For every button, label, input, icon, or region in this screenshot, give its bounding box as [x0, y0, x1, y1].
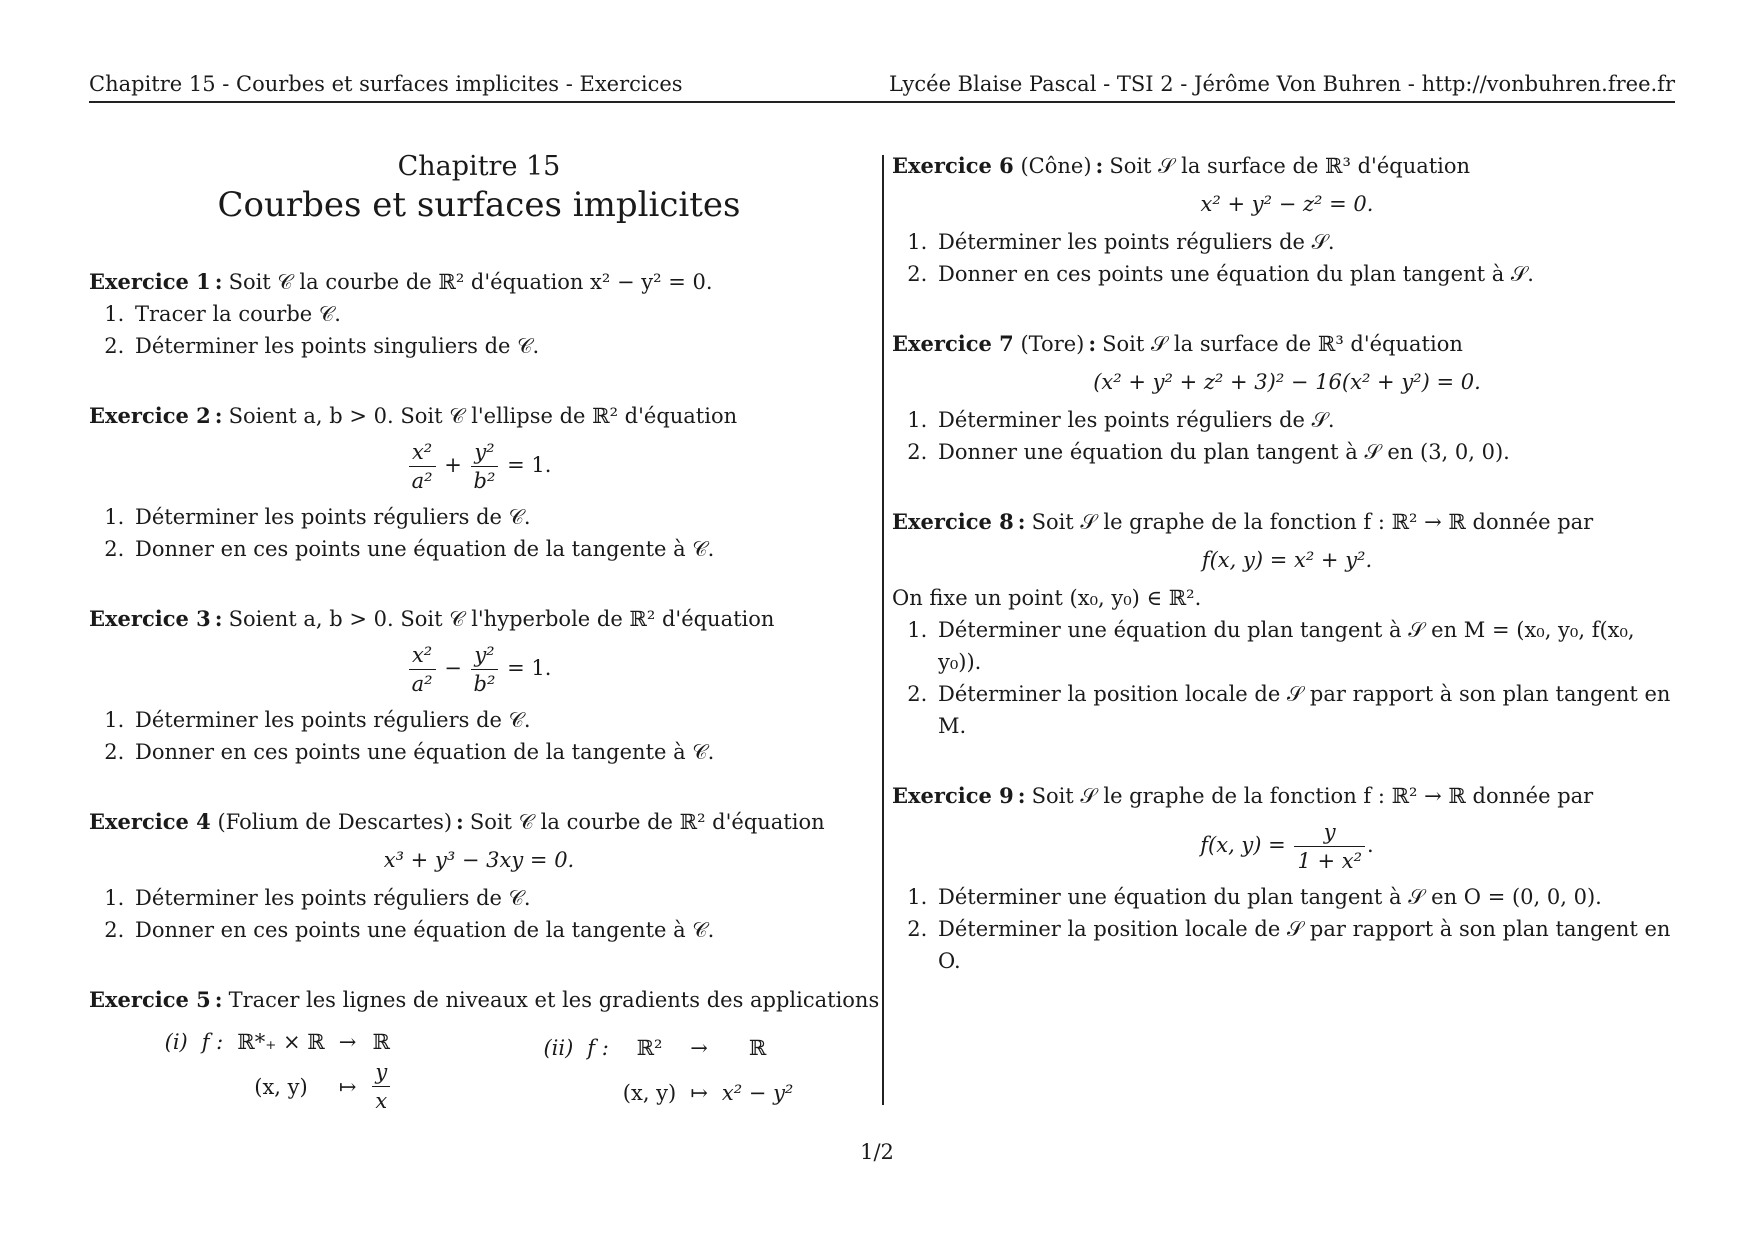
question-item: 2. Donner en ces points une équation de la tangente à 𝒞.: [131, 914, 869, 946]
exercise-label: Exercice 7: [892, 331, 1014, 356]
question-item: 2. Donner en ces points une équation du plan tangent à 𝒮.: [934, 258, 1682, 290]
fraction-numerator: y²: [471, 438, 499, 467]
application-i: [165, 1026, 393, 1115]
exercise-9: Exercice 9 : Soit 𝒮 le graphe de la fonction f : ℝ² → ℝ donnée par f(x, y) = $\frac{y}{\text{1 + x²}}$ . 1. Déterminer une équation du plan tangent à 𝒮 en O = (0, 0, 0). 2. Déterminer la position locale de 𝒮 par rapport à son plan tangent en O.: [892, 780, 1682, 977]
fraction-denominator: x: [375, 1089, 388, 1113]
variable: (x, y): [254, 1074, 308, 1099]
exercise-questions: [89, 882, 869, 946]
exercise-questions: [892, 881, 1682, 977]
fraction-numerator: y: [372, 1058, 390, 1087]
operator: −: [444, 656, 462, 680]
header-right: Lycée Blaise Pascal - TSI 2 - Jérôme Von Buhren - http://vonbuhren.free.fr: [888, 72, 1675, 96]
left-column: [89, 130, 880, 1153]
question-item: 2. Déterminer la position locale de 𝒮 par rapport à son plan tangent en M.: [934, 678, 1682, 742]
exercise-questions: [89, 298, 869, 362]
ellipse-equation: [89, 438, 869, 495]
equation-rhs: = 1.: [507, 656, 552, 680]
domain-set: ℝ²: [636, 1036, 663, 1061]
question-item: 1. Déterminer une équation du plan tangent à 𝒮 en O = (0, 0, 0).: [934, 881, 1682, 913]
equation-end: .: [1367, 833, 1374, 857]
question-item: 1. Déterminer les points réguliers de 𝒮.: [934, 404, 1682, 436]
title-block: [89, 150, 869, 226]
fraction-numerator: x²: [409, 641, 436, 670]
exercise-questions: [89, 704, 869, 768]
fraction-denominator: a²: [411, 672, 433, 696]
exercise-intro: Soit 𝒞 la courbe de ℝ² d'équation: [469, 810, 825, 834]
maps-to: ↦: [338, 1074, 357, 1099]
exercise-label: Exercice 8: [892, 509, 1014, 534]
arrow: →: [690, 1036, 708, 1061]
exercise-subtitle: (Tore): [1020, 332, 1085, 356]
exercise-5: Exercice 5 : Tracer les lignes de niveaux et les gradients des applications (i) f : ℝ*₊ × ℝ → ℝ (x, y) ↦ $\frac{y}{x}$ (ii) f : ℝ² → ℝ (x, y) ↦ x² − y²: [89, 987, 880, 1113]
exercise-questions: [892, 404, 1682, 468]
fraction: [409, 641, 436, 698]
exercise-intro: Soit 𝒞 la courbe de ℝ² d'équation x² − y² = 0.: [228, 270, 713, 294]
header-rule: [89, 101, 1675, 103]
arrow: →: [338, 1030, 357, 1054]
equation-lhs: f(x, y) =: [1200, 833, 1286, 857]
operator: +: [444, 453, 462, 477]
exercise-label: Exercice 2: [89, 403, 211, 428]
function-equation: f(x, y) = x² + y².: [1201, 548, 1373, 572]
question-item: 1. Déterminer les points réguliers de 𝒮.: [934, 226, 1682, 258]
exercise-label: Exercice 5: [89, 987, 211, 1012]
image-expression: x² − y²: [721, 1080, 794, 1105]
page-number: 1/2: [860, 1140, 894, 1164]
question-item: 2. Déterminer les points singuliers de 𝒞.: [131, 330, 869, 362]
question-item: 2. Donner en ces points une équation de la tangente à 𝒞.: [131, 533, 869, 565]
exercise-4: Exercice 4 (Folium de Descartes) : Soit 𝒞 la courbe de ℝ² d'équation x³ + y³ − 3xy = 0. 1. Déterminer les points réguliers de 𝒞. 2. Donner en ces points une équation de la tangente à 𝒞.: [89, 806, 869, 946]
exercise-intro: Soit 𝒮 la surface de ℝ³ d'équation: [1102, 332, 1463, 356]
folium-equation: x³ + y³ − 3xy = 0.: [383, 848, 575, 872]
exercise-label: Exercice 4: [89, 809, 211, 834]
fraction: [471, 438, 499, 495]
question-item: 1. Tracer la courbe 𝒞.: [131, 298, 869, 330]
exercise-subtitle: (Folium de Descartes): [217, 810, 453, 834]
application-ii: [543, 1026, 793, 1115]
exercise-questions: [892, 614, 1682, 742]
fraction: [409, 438, 436, 495]
right-column: [892, 130, 1682, 1015]
maps-to: ↦: [690, 1080, 708, 1105]
fraction-denominator: b²: [473, 469, 496, 493]
exercise-label: Exercice 9: [892, 783, 1014, 808]
exercise-intro: Soient a, b > 0. Soit 𝒞 l'hyperbole de ℝ² d'équation: [228, 607, 775, 631]
chapter-title: Courbes et surfaces implicites: [217, 185, 741, 225]
exercise-intro: Soient a, b > 0. Soit 𝒞 l'ellipse de ℝ² d'équation: [228, 404, 738, 428]
fraction-numerator: y: [1294, 818, 1365, 847]
question-item: 1. Déterminer une équation du plan tangent à 𝒮 en M = (x₀, y₀, f(x₀, y₀)).: [934, 614, 1682, 678]
equation-rhs: = 1.: [507, 453, 552, 477]
fraction: [471, 641, 499, 698]
header-left: Chapitre 15 - Courbes et surfaces implicites - Exercices: [89, 72, 683, 96]
cone-equation: x² + y² − z² = 0.: [1200, 192, 1374, 216]
domain-set: ℝ*₊ × ℝ: [237, 1030, 325, 1054]
exercise-label: Exercice 3: [89, 606, 211, 631]
exercise-8: Exercice 8 : Soit 𝒮 le graphe de la fonction f : ℝ² → ℝ donnée par f(x, y) = x² + y². On fixe un point (x₀, y₀) ∈ ℝ². 1. Déterminer une équation du plan tangent à 𝒮 en M = (x₀, y₀, f(x₀, y₀)). 2. Déterminer la position locale de 𝒮 par rapport à son plan tangent en M.: [892, 506, 1682, 742]
fraction-denominator: b²: [473, 672, 496, 696]
exercise-6: Exercice 6 (Cône) : Soit 𝒮 la surface de ℝ³ d'équation x² + y² − z² = 0. 1. Déterminer les points réguliers de 𝒮. 2. Donner en ces points une équation du plan tangent à 𝒮.: [892, 150, 1682, 290]
application-tag: (i): [164, 1030, 188, 1054]
question-item: 2. Donner en ces points une équation de la tangente à 𝒞.: [131, 736, 869, 768]
function-name: f :: [201, 1030, 224, 1054]
exercise-subtitle: (Cône): [1020, 154, 1092, 178]
chapter-number: Chapitre 15: [397, 151, 561, 182]
exercise-label: Exercice 1: [89, 269, 211, 294]
exercise-intro: Soit 𝒮 le graphe de la fonction f : ℝ² → ℝ donnée par: [1031, 784, 1594, 808]
exercise-label: Exercice 6: [892, 153, 1014, 178]
application-tag: (ii): [543, 1036, 574, 1061]
fraction-denominator: 1 + x²: [1297, 849, 1363, 873]
question-item: 1. Déterminer les points réguliers de 𝒞.: [131, 501, 869, 533]
fraction-numerator: x²: [409, 438, 436, 467]
function-equation: [892, 818, 1682, 875]
fraction-numerator: y²: [471, 641, 499, 670]
exercise-7: Exercice 7 (Tore) : Soit 𝒮 la surface de ℝ³ d'équation (x² + y² + z² + 3)² − 16(x² + y²) = 0. 1. Déterminer les points réguliers de 𝒮. 2. Donner une équation du plan tangent à 𝒮 en (3, 0, 0).: [892, 328, 1682, 468]
question-item: 2. Donner une équation du plan tangent à 𝒮 en (3, 0, 0).: [934, 436, 1682, 468]
fraction-denominator: a²: [411, 469, 433, 493]
applications: [89, 1026, 869, 1115]
exercise-3: Exercice 3 : Soient a, b > 0. Soit 𝒞 l'hyperbole de ℝ² d'équation $\frac{\text{x²}}{\text{a²}}$ − $\frac{\text{y²}}{\text{b²}}$ = 1. 1. Déterminer les points réguliers de 𝒞. 2. Donner en ces points une équation de la tangente à 𝒞.: [89, 603, 869, 768]
question-item: 1. Déterminer les points réguliers de 𝒞.: [131, 882, 869, 914]
hyperbola-equation: [89, 641, 869, 698]
column-divider: [882, 155, 884, 1105]
question-item: 2. Déterminer la position locale de 𝒮 par rapport à son plan tangent en O.: [934, 913, 1682, 977]
torus-equation: (x² + y² + z² + 3)² − 16(x² + y²) = 0.: [1093, 370, 1481, 394]
question-item: 1. Déterminer les points réguliers de 𝒞.: [131, 704, 869, 736]
fraction: [1294, 818, 1365, 875]
exercise-questions: [892, 226, 1682, 290]
exercise-intro: Soit 𝒮 la surface de ℝ³ d'équation: [1109, 154, 1471, 178]
exercise-questions: [89, 501, 869, 565]
variable: (x, y): [622, 1080, 677, 1105]
fraction: [372, 1058, 390, 1115]
function-name: f :: [587, 1036, 609, 1061]
exercise-2: Exercice 2 : Soient a, b > 0. Soit 𝒞 l'ellipse de ℝ² d'équation $\frac{\text{x²}}{\text{a²}}$ + $\frac{\text{y²}}{\text{b²}}$ = 1. 1. Déterminer les points réguliers de 𝒞. 2. Donner en ces points une équation de la tangente à 𝒞.: [89, 400, 869, 565]
exercise-intro: Soit 𝒮 le graphe de la fonction f : ℝ² → ℝ donnée par: [1031, 510, 1594, 534]
exercise-1: Exercice 1 : Soit 𝒞 la courbe de ℝ² d'équation x² − y² = 0. 1. Tracer la courbe 𝒞. 2. Déterminer les points singuliers de 𝒞.: [89, 266, 869, 362]
codomain-set: ℝ: [748, 1036, 767, 1061]
exercise-note: On fixe un point (x₀, y₀) ∈ ℝ².: [892, 586, 1202, 610]
exercise-intro: Tracer les lignes de niveaux et les gradients des applications: [228, 988, 880, 1012]
codomain-set: ℝ: [372, 1030, 390, 1054]
